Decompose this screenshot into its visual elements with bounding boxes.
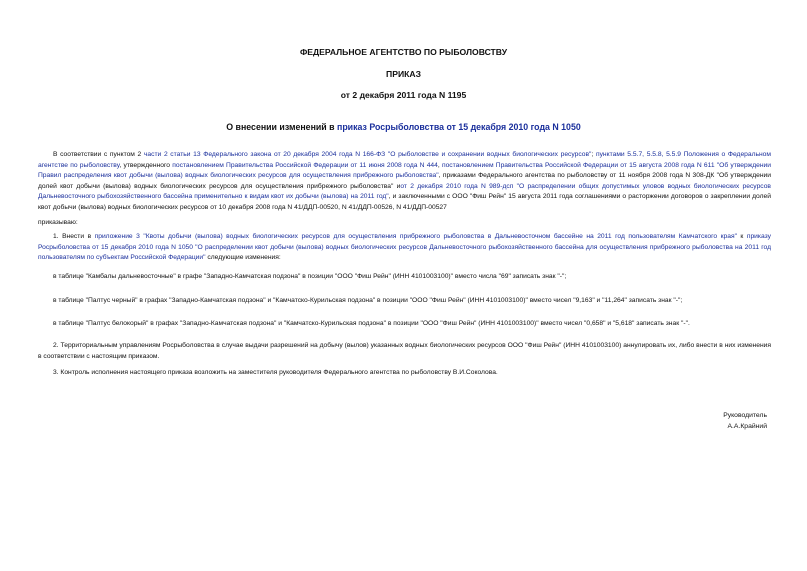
item-1-text-2: к [736,233,747,240]
agency-name: ФЕДЕРАЛЬНОЕ АГЕНТСТВО ПО РЫБОЛОВСТВУ [299,47,508,57]
item-3-paragraph: 3. Контроль исполнения настоящего приказа возложить на заместителя руководителя Федерального агентства по рыболовству В.И.Соколова. [53,369,498,376]
doc-type: ПРИКАЗ [386,69,421,79]
signature-position: Руководитель [723,412,767,419]
item-1-paragraph [38,232,771,264]
item-1-link-order-1050[interactable]: приказу Росрыболовства от 15 декабря 2010 года N 1050 "О распределении квот добычи (вылова) водных биологических ресурсов Дальневосточного рыбохозяйственного бассейна для осуществления прибрежного рыболовства на 2011 год пользователям по субъектам Российской Федерации" [38,233,771,261]
preamble-link-decree-611[interactable]: постановлением Правительства Российской Федерации от 15 августа 2008 года N 611 "Об утверждении Правил распределения квот добычи (вылова) водных биологических ресурсов для осуществления прибрежного рыболовства" [38,161,772,179]
preamble-text-1: В соответствии с пунктом 2 [53,151,144,158]
doc-title-link[interactable]: приказ Росрыболовства от 15 декабря 2010 года N 1050 [337,122,581,132]
item-1-text-3: следующие изменения: [205,254,281,261]
item-2-paragraph: 2. Территориальным управлениям Росрыболовства в случае выдачи разрешений на добычу (вылов) указанных водных биологических ресурсов ООО "Фиш Рейн" (ИНН 4101003100) аннулировать их, либо внести в них изменения в соответствии с настоящим приказом. [38,342,771,360]
preamble-text-5: , приказами Федерального агентства по рыболовству от 11 ноября 2008 года N 308-ДК "Об утверждении долей квот добычи (вылова) водных биологических ресурсов для осуществления прибрежного рыболовства" и [38,172,771,190]
preamble-paragraph [38,150,771,213]
change-item: в таблице "Палтус черный" в графах "Западно-Камчатская подзона" и "Камчатско-Курильская подзона" в позиции "ООО "Фиш Рейн" (ИНН 4101003100)" вместо чисел "9,163" и "11,264" записать знак "-"; [53,297,683,304]
item-1-text-1: 1. Внести в [53,233,95,240]
signature-name: А.А.Крайний [727,423,767,430]
item-1-link-appendix-3[interactable]: приложение 3 "Квоты добычи (вылова) водных биологических ресурсов для осуществления прибрежного рыболовства в Дальневосточном бассейне на 2011 год пользователям Камчатского края" [94,233,737,240]
preamble-text-6: , и заключенными с ООО "Фиш Рейн" 15 августа 2011 года соглашениями о расторжении договоров о закреплении долей квот добычи (вылова) водных биологических ресурсов от 10 декабря 2008 года N 41/ДДП-00520, N 41/ДДП-00526, N 41/ДДП-00527 [38,193,771,211]
order-word: приказываю: [38,219,78,226]
preamble-text-4: , [437,161,442,169]
preamble-text-3: , утвержденного [119,161,173,169]
preamble-link-decree-444[interactable]: постановлением Правительства Российской Федерации от 11 июня 2008 года N 444 [172,161,438,169]
doc-date: от 2 декабря 2011 года N 1195 [340,90,467,100]
doc-title-prefix: О внесении изменений в [226,122,337,132]
preamble-link-regulation[interactable]: пунктами 5.5.7, 5.5.8, 5.5.9 Положения о Федеральном агентстве по рыболовству [38,151,771,169]
doc-title [0,122,807,132]
change-item: в таблице "Палтус белокорый" в графах "Западно-Камчатская подзона" и "Камчатско-Курильская подзона" в позиции "ООО "Фиш Рейн" (ИНН 4101003100)" вместо чисел "0,658" и "5,618" записать знак "-". [53,320,690,327]
change-item: в таблице "Камбалы дальневосточные" в графе "Западно-Камчатская подзона" в позиции "ООО "Фиш Рейн" (ИНН 4101003100)" вместо числа "69" записать знак "-"; [53,273,567,280]
preamble-link-order-989[interactable]: от 2 декабря 2010 года N 989-дсп "О распределении общих допустимых уловов водных биологических ресурсов Дальневосточного рыбохозяйственного бассейна применительно к видам квот их добычи (вылова) на 2011 год" [38,182,771,200]
preamble-link-law-166[interactable]: части 2 статьи 13 Федерального закона от 20 декабря 2004 года N 166-ФЗ "О рыболовстве и сохранении водных биологических ресурсов" [143,151,592,158]
preamble-text-2: ; [591,151,596,158]
